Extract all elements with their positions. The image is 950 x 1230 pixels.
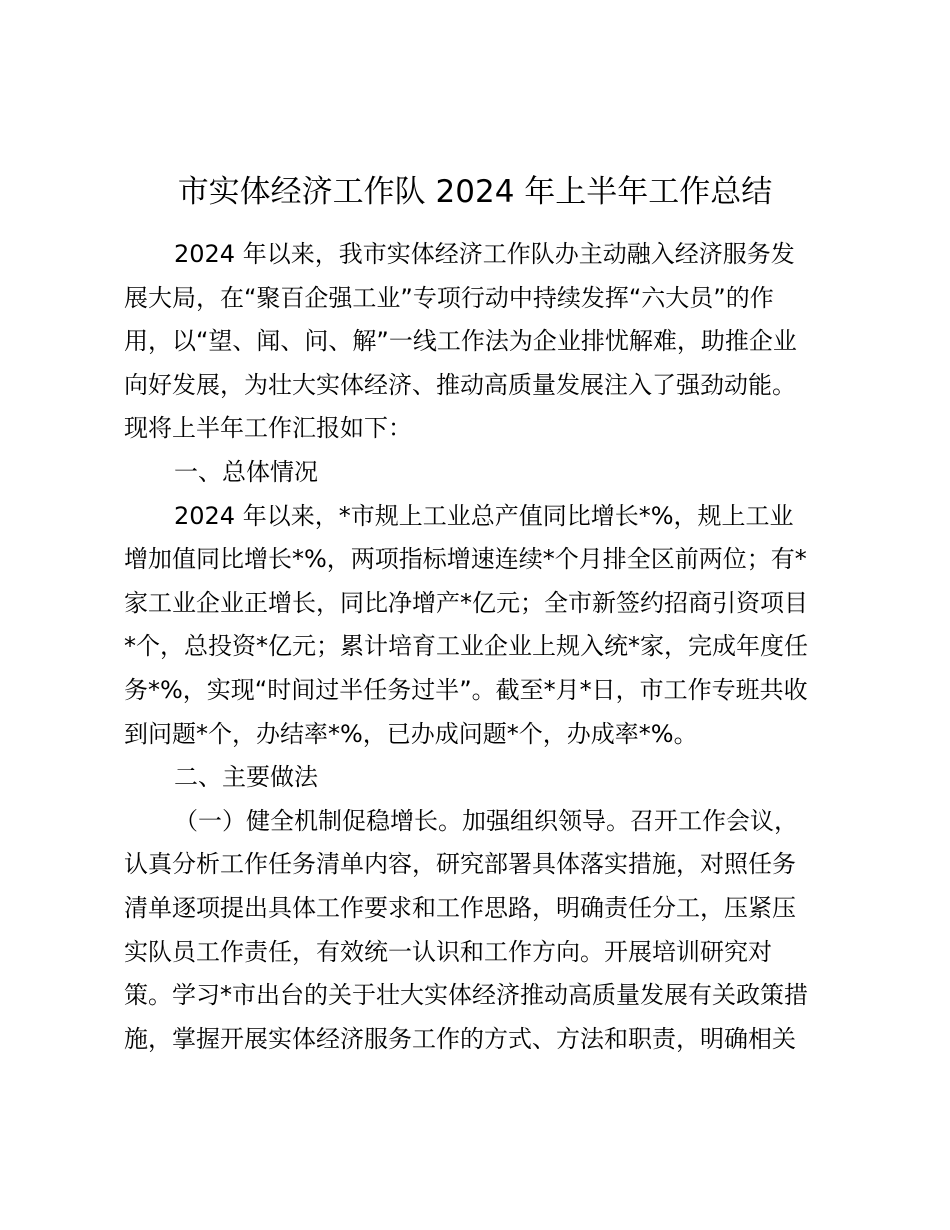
- text-line: 施，掌握开展实体经济服务工作的方式、方法和职责，明确相关: [124, 1024, 796, 1053]
- section-heading-overview: 一、总体情况: [174, 457, 318, 486]
- text-line: 到问题*个，办结率*%，已办成问题*个，办成率*%。: [124, 719, 698, 748]
- text-line: 展大局，在“聚百企强工业”专项行动中持续发挥“六大员”的作: [124, 283, 774, 312]
- text-line: 用，以“望、闻、问、解”一线工作法为企业排忧解难，助推企业: [124, 327, 797, 356]
- text-line: 认真分析工作任务清单内容，研究部署具体落实措施，对照任务: [124, 850, 796, 879]
- section-heading-main-practices: 二、主要做法: [174, 763, 318, 792]
- document-title: 市实体经济工作队 2024 年上半年工作总结: [177, 174, 773, 210]
- document-body: [124, 233, 836, 1061]
- text-line: 增加值同比增长*%，两项指标增速连续*个月排全区前两位；有*: [124, 545, 807, 574]
- text-line: 策。学习*市出台的关于壮大实体经济推动高质量发展有关政策措: [124, 981, 808, 1010]
- text-line: 家工业企业正增长，同比净增产*亿元；全市新签约招商引资项目: [124, 588, 808, 617]
- text-line: 现将上半年工作汇报如下：: [124, 414, 412, 443]
- text-line: 实队员工作责任，有效统一认识和工作方向。开展培训研究对: [124, 937, 772, 966]
- text-line: （一）健全机制促稳增长。加强组织领导。召开工作会议，: [174, 806, 798, 835]
- text-line: *个，总投资*亿元；累计培育工业企业上规入统*家，完成年度任: [124, 632, 808, 661]
- text-line: 2024 年以来，我市实体经济工作队办主动融入经济服务发: [174, 240, 795, 268]
- text-line: 2024 年以来，*市规上工业总产值同比增长*%，规上工业: [174, 501, 794, 530]
- text-line: 清单逐项提出具体工作要求和工作思路，明确责任分工，压紧压: [124, 893, 796, 922]
- text-line: 向好发展，为壮大实体经济、推动高质量发展注入了强劲动能。: [124, 370, 796, 399]
- text-line: 务*%，实现“时间过半任务过半”。截至*月*日，市工作专班共收: [124, 675, 808, 704]
